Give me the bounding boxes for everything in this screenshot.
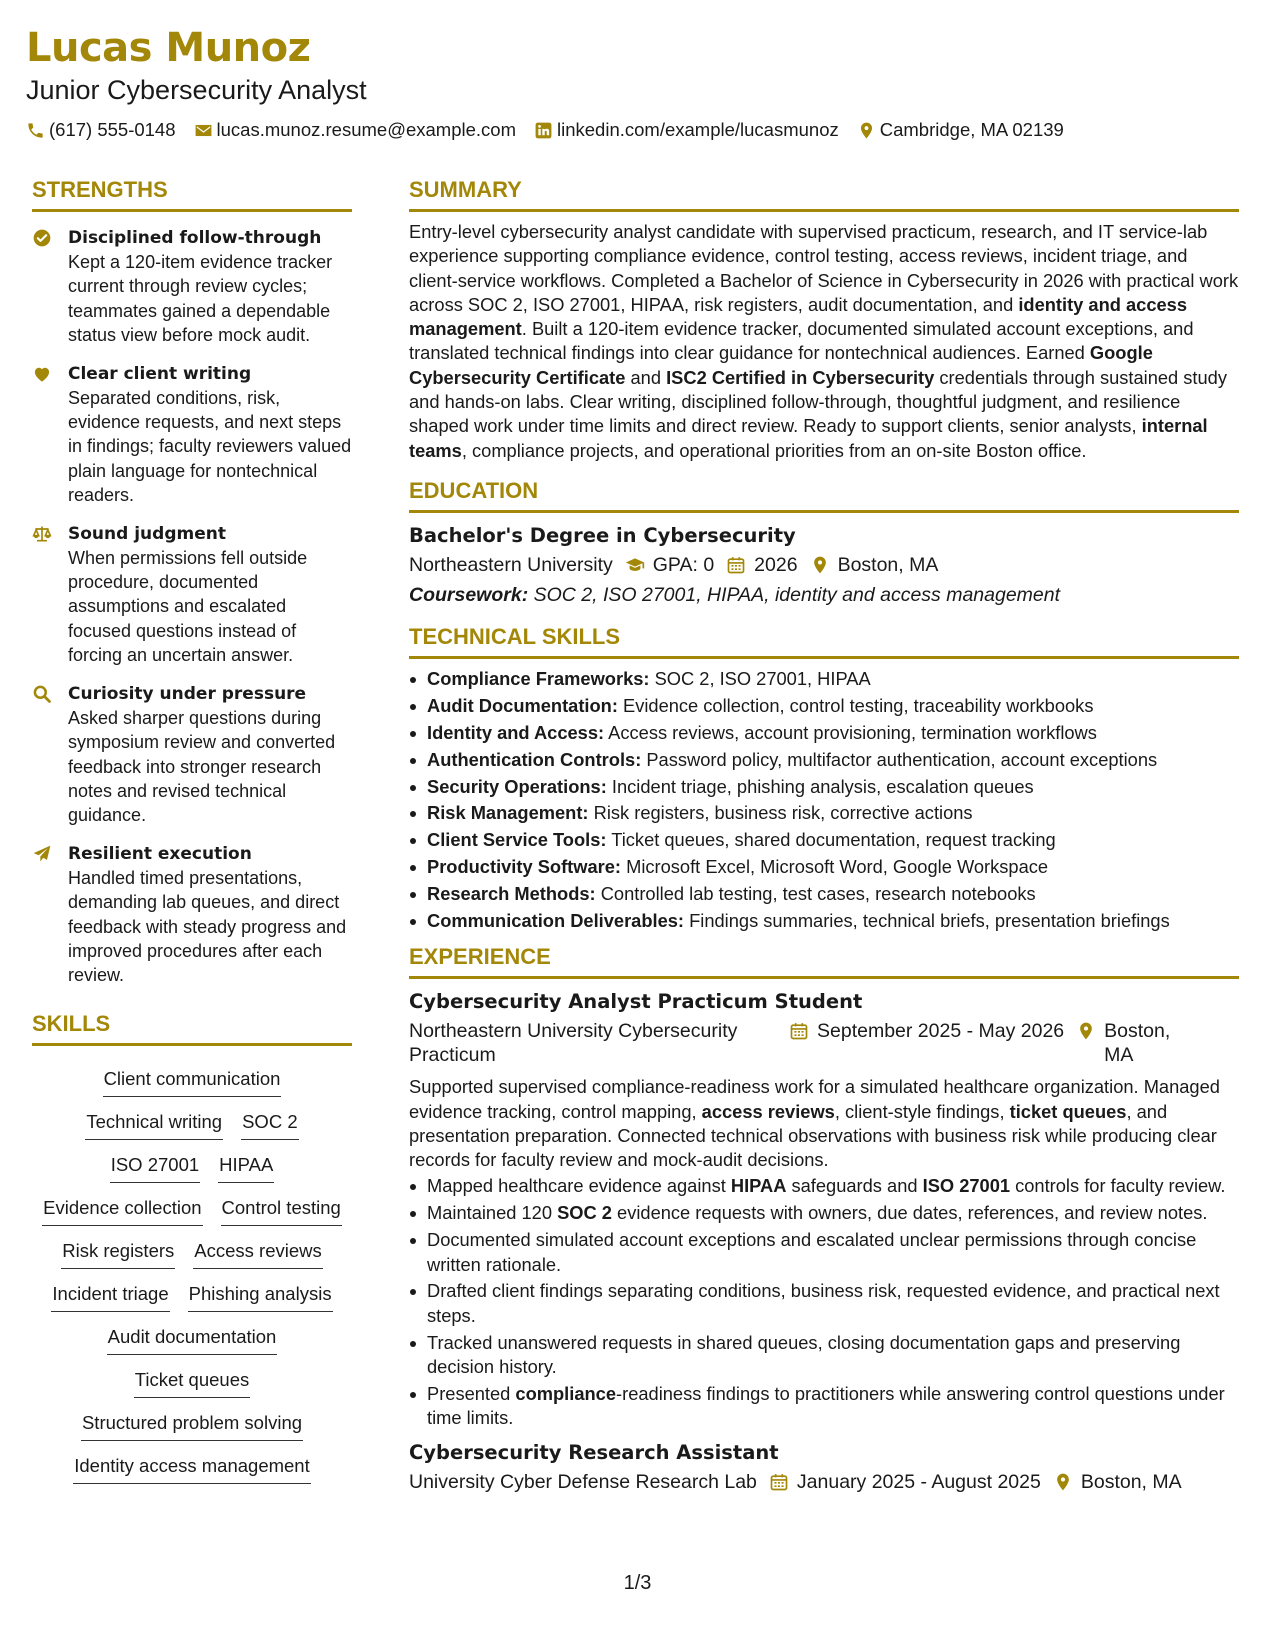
job-bullets (409, 1174, 1239, 1430)
strength-title: Resilient execution (68, 843, 252, 864)
phone-text: (617) 555-0148 (49, 119, 176, 140)
map-pin-icon (810, 555, 830, 575)
calendar-icon (789, 1021, 809, 1041)
section-divider (409, 656, 1239, 659)
education-section (409, 477, 1239, 609)
skill-tag: Structured problem solving (81, 1411, 303, 1441)
section-divider (32, 209, 352, 212)
skills-heading: SKILLS (32, 1010, 111, 1036)
skill-tag: ISO 27001 (110, 1153, 200, 1183)
list-item: Documented simulated account exceptions and escalated unclear permissions through concise written rationale. (409, 1228, 1239, 1277)
list-item: Communication Deliverables: Findings summaries, technical briefs, presentation briefings (409, 909, 1239, 933)
contact-email[interactable] (194, 118, 516, 142)
skill-row (32, 1282, 352, 1312)
summary-heading: SUMMARY (409, 177, 522, 202)
skill-row (32, 1067, 352, 1097)
paper-plane-icon (32, 844, 52, 864)
skill-row (32, 1239, 352, 1269)
job-org: University Cyber Defense Research Lab (409, 1471, 757, 1494)
resume-header (26, 24, 1246, 142)
technical-skills-heading: TECHNICAL SKILLS (409, 623, 621, 649)
education-meta (409, 551, 1239, 579)
left-column (32, 176, 352, 1484)
list-item: Maintained 120 SOC 2 evidence requests with owners, due dates, references, and review notes. (409, 1201, 1239, 1225)
list-item: Compliance Frameworks: SOC 2, ISO 27001, HIPAA (409, 667, 1239, 691)
envelope-icon (194, 121, 213, 140)
skills-list (32, 1054, 352, 1484)
list-item: Research Methods: Controlled lab testing, test cases, research notebooks (409, 882, 1239, 906)
job-meta (409, 1470, 1239, 1494)
graduation-year: 2026 (754, 553, 798, 576)
map-pin-icon (1053, 1472, 1073, 1492)
list-item: Risk Management: Risk registers, business risk, corrective actions (409, 801, 1239, 825)
skill-row (32, 1411, 352, 1441)
strength-title: Curiosity under pressure (68, 683, 307, 704)
degree-title: Bachelor's Degree in Cybersecurity (409, 523, 796, 547)
section-divider (32, 1043, 352, 1046)
skill-tag: Evidence collection (42, 1196, 202, 1226)
strength-text: Asked sharper questions during symposium review and converted feedback into stronger research notes and revised technical guidance. (68, 707, 336, 826)
job-entry (409, 989, 1239, 1430)
graduation-cap-icon (625, 555, 645, 575)
section-divider (409, 976, 1239, 979)
strength-title: Clear client writing (68, 363, 252, 384)
skill-tag: Technical writing (85, 1110, 223, 1140)
heart-icon (32, 364, 52, 384)
skills-section (32, 1010, 352, 1484)
job-dates: January 2025 - August 2025 (769, 1470, 1041, 1494)
check-circle-icon (32, 228, 52, 248)
calendar-icon (726, 555, 746, 575)
skill-tag: HIPAA (218, 1153, 274, 1183)
experience-section (409, 943, 1239, 1494)
job-dates: September 2025 - May 2026 (789, 1019, 1064, 1043)
strengths-section (32, 176, 352, 988)
contact-phone[interactable] (26, 118, 176, 142)
job-entry (409, 1440, 1239, 1494)
skill-row (32, 1454, 352, 1484)
skill-row (32, 1153, 352, 1183)
list-item: Mapped healthcare evidence against HIPAA safeguards and ISO 27001 controls for faculty review. (409, 1174, 1239, 1198)
scale-icon (32, 524, 52, 544)
strength-text: Handled timed presentations, demanding lab queues, and direct feedback with steady progress and improved procedures after each review. (68, 867, 347, 986)
skill-tag: Control testing (221, 1196, 342, 1226)
experience-heading: EXPERIENCE (409, 944, 551, 970)
strength-item (32, 362, 352, 508)
strength-title: Sound judgment (68, 523, 226, 544)
skill-tag: Audit documentation (107, 1325, 278, 1355)
candidate-role: Junior Cybersecurity Analyst (26, 75, 367, 105)
linkedin-text: linkedin.com/example/lucasmunoz (557, 119, 839, 140)
skill-tag: Identity access management (73, 1454, 311, 1484)
summary-section (409, 176, 1239, 463)
right-column (409, 176, 1239, 1494)
calendar-icon (769, 1472, 789, 1492)
list-item: Identity and Access: Access reviews, account provisioning, termination workflows (409, 721, 1239, 745)
map-pin-icon (1076, 1021, 1096, 1041)
job-title: Cybersecurity Research Assistant (409, 1441, 779, 1465)
skill-tag: Risk registers (61, 1239, 175, 1269)
strength-item (32, 842, 352, 988)
school-location: Boston, MA (837, 553, 939, 576)
linkedin-icon (534, 121, 553, 140)
skill-row (32, 1196, 352, 1226)
job-meta (409, 1019, 1239, 1067)
list-item: Presented compliance-readiness findings to practitioners while answering control questions under time limits. (409, 1382, 1239, 1431)
school-name: Northeastern University (409, 553, 613, 576)
contact-location (857, 118, 1064, 142)
strengths-heading: STRENGTHS (32, 177, 168, 202)
list-item: Tracked unanswered requests in shared queues, closing documentation gaps and preserving decision history. (409, 1331, 1239, 1380)
gpa-text: GPA: 0 (652, 553, 715, 576)
list-item: Drafted client findings separating conditions, business risk, requested evidence, and practical next steps. (409, 1279, 1239, 1328)
job-location: Boston, MA (1076, 1019, 1204, 1067)
contact-linkedin[interactable] (534, 118, 839, 142)
job-org: Northeastern University Cybersecurity Practicum (409, 1020, 738, 1067)
list-item: Productivity Software: Microsoft Excel, Microsoft Word, Google Workspace (409, 855, 1239, 879)
candidate-name: Lucas Munoz (26, 25, 311, 71)
skill-tag: Phishing analysis (188, 1282, 333, 1312)
skill-tag: Ticket queues (134, 1368, 251, 1398)
coursework-line: Coursework: SOC 2, ISO 27001, HIPAA, identity and access management (409, 583, 1061, 606)
skill-row (32, 1368, 352, 1398)
strength-item (32, 682, 352, 828)
map-pin-icon (857, 121, 876, 140)
skill-tag: SOC 2 (241, 1110, 299, 1140)
contact-bar (26, 118, 1246, 142)
summary-text: Entry-level cybersecurity analyst candidate with supervised practicum, research, and IT service-lab experience supporting compliance evidence, control testing, access reviews, incident triage, and client-service workflows. Completed a Bachelor of Science in Cybersecurity in 2026 with practical work across SOC 2, ISO 27001, HIPAA, risk registers, audit documentation, and identity and access management. Built a 120-item evidence tracker, documented simulated account exceptions, and translated technical findings into clear guidance for nontechnical audiences. Earned Google Cybersecurity Certificate and ISC2 Certified in Cybersecurity credentials through sustained study and hands-on labs. Clear writing, disciplined follow-through, thoughtful judgment, and resilience shaped work under time limits and direct review. Ready to support clients, senior analysts, internal teams, compliance projects, and operational priorities from an on-site Boston office. (409, 221, 1239, 461)
strength-text: When permissions fell outside procedure, documented assumptions and escalated focused questions instead of forcing an uncertain answer. (68, 547, 308, 666)
list-item: Security Operations: Incident triage, phishing analysis, escalation queues (409, 775, 1239, 799)
technical-skills-section (409, 623, 1239, 933)
list-item: Client Service Tools: Ticket queues, shared documentation, request tracking (409, 828, 1239, 852)
strength-text: Kept a 120-item evidence tracker current through review cycles; teammates gained a dependable status view before mock audit. (68, 252, 333, 346)
job-description: Supported supervised compliance-readiness work for a simulated healthcare organization. Managed evidence tracking, control mapping, access reviews, client-style findings, ticket queues, and presentation preparation. Connected technical observations with business risk while producing clear records for faculty review and mock-audit decisions. (409, 1076, 1220, 1171)
strength-title: Disciplined follow-through (68, 228, 322, 248)
section-divider (409, 510, 1239, 513)
job-location: Boston, MA (1053, 1470, 1182, 1494)
skill-tag: Incident triage (51, 1282, 169, 1312)
strength-item (32, 226, 352, 348)
list-item: Audit Documentation: Evidence collection, control testing, traceability workbooks (409, 694, 1239, 718)
search-icon (32, 684, 52, 704)
phone-icon (26, 121, 45, 140)
email-text: lucas.munoz.resume@example.com (216, 119, 516, 140)
list-item: Authentication Controls: Password policy, multifactor authentication, account exceptions (409, 748, 1239, 772)
technical-skills-list (409, 667, 1239, 933)
skill-row (32, 1325, 352, 1355)
section-divider (409, 209, 1239, 212)
skill-row (32, 1110, 352, 1140)
skill-tag: Client communication (103, 1067, 282, 1097)
strength-item (32, 522, 352, 668)
job-title: Cybersecurity Analyst Practicum Student (409, 990, 863, 1014)
page-number: 1/3 (623, 1572, 652, 1594)
strength-text: Separated conditions, risk, evidence requests, and next steps in findings; faculty reviewers valued plain language for nontechnical readers. (68, 387, 352, 506)
skill-tag: Access reviews (193, 1239, 322, 1269)
education-heading: EDUCATION (409, 477, 539, 503)
location-text: Cambridge, MA 02139 (879, 119, 1064, 140)
